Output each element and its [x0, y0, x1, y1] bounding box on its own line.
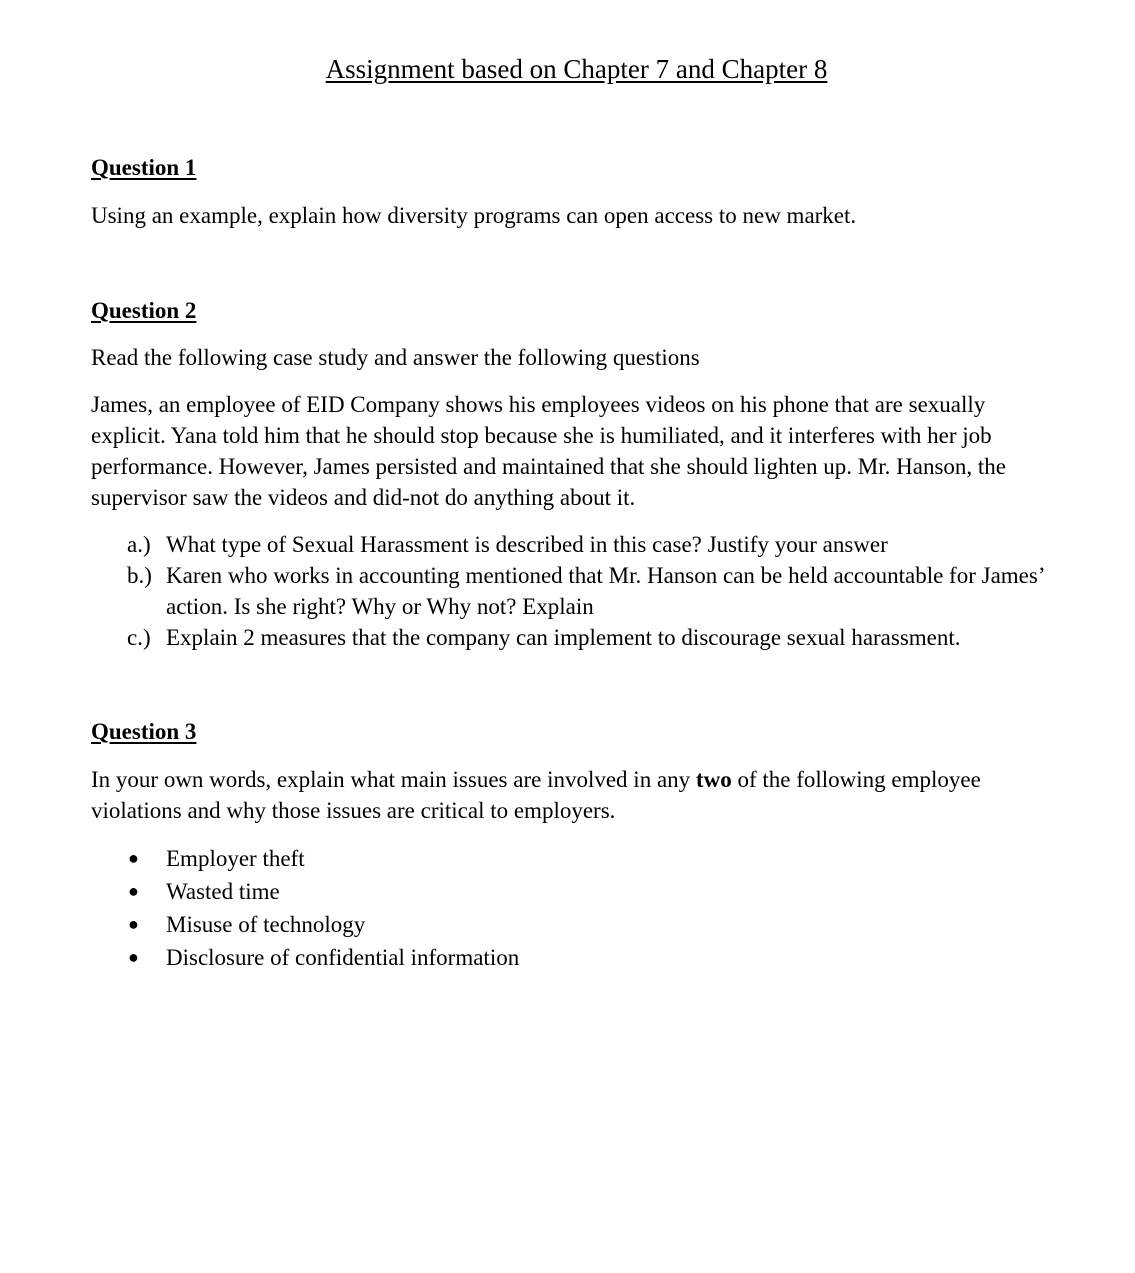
list-item [91, 942, 1061, 975]
sub-question-c [91, 622, 1061, 653]
list-item-text: Employer theft [166, 846, 305, 871]
sub-question-marker: a.) [127, 532, 151, 557]
question-3-text-after: of the following employee violations and why those issues are critical to employers. [91, 767, 981, 823]
list-item-text: Disclosure of confidential information [166, 945, 520, 970]
question-1-text: Using an example, explain how diversity programs can open access to new market. [91, 203, 857, 228]
list-item [91, 876, 1061, 909]
sub-question-a [91, 529, 1061, 560]
sub-question-b [91, 560, 1061, 622]
list-item-text: Wasted time [166, 879, 280, 904]
question-2-intro: Read the following case study and answer the following questions [91, 345, 700, 370]
question-3-text-before: In your own words, explain what main issues are involved in any [91, 767, 696, 792]
list-item [91, 843, 1061, 876]
bullet-icon: ● [128, 881, 139, 901]
bullet-icon: ● [128, 848, 139, 868]
bullet-icon: ● [128, 914, 139, 934]
sub-question-marker: c.) [127, 625, 151, 650]
question-1-heading: Question 1 [91, 155, 197, 180]
bullet-icon: ● [128, 947, 139, 967]
sub-question-marker: b.) [127, 563, 152, 588]
document-title: Assignment based on Chapter 7 and Chapter 8 [325, 54, 828, 84]
sub-question-text: Explain 2 measures that the company can implement to discourage sexual harassment. [166, 625, 961, 650]
list-item [91, 909, 1061, 942]
violations-list [91, 843, 1061, 975]
question-2-case-study: James, an employee of EID Company shows his employees videos on his phone that are sexually explicit. Yana told him that he should stop because she is humiliated, and it interferes with her job performance. However, James persisted and maintained that she should lighten up. Mr. Hanson, the supervisor saw the videos and did-not do anything about it. [91, 392, 1007, 510]
question-3-text [91, 764, 1061, 826]
question-2-heading: Question 2 [91, 298, 197, 323]
question-2-sub-questions [91, 529, 1061, 653]
question-3-text-emphasis: two [695, 767, 732, 792]
sub-question-text: Karen who works in accounting mentioned that Mr. Hanson can be held accountable for James’ action. Is she right? Why or Why not? Explain [166, 563, 1044, 619]
question-3-heading: Question 3 [91, 719, 197, 744]
sub-question-text: What type of Sexual Harassment is described in this case? Justify your answer [166, 532, 888, 557]
list-item-text: Misuse of technology [166, 912, 366, 937]
